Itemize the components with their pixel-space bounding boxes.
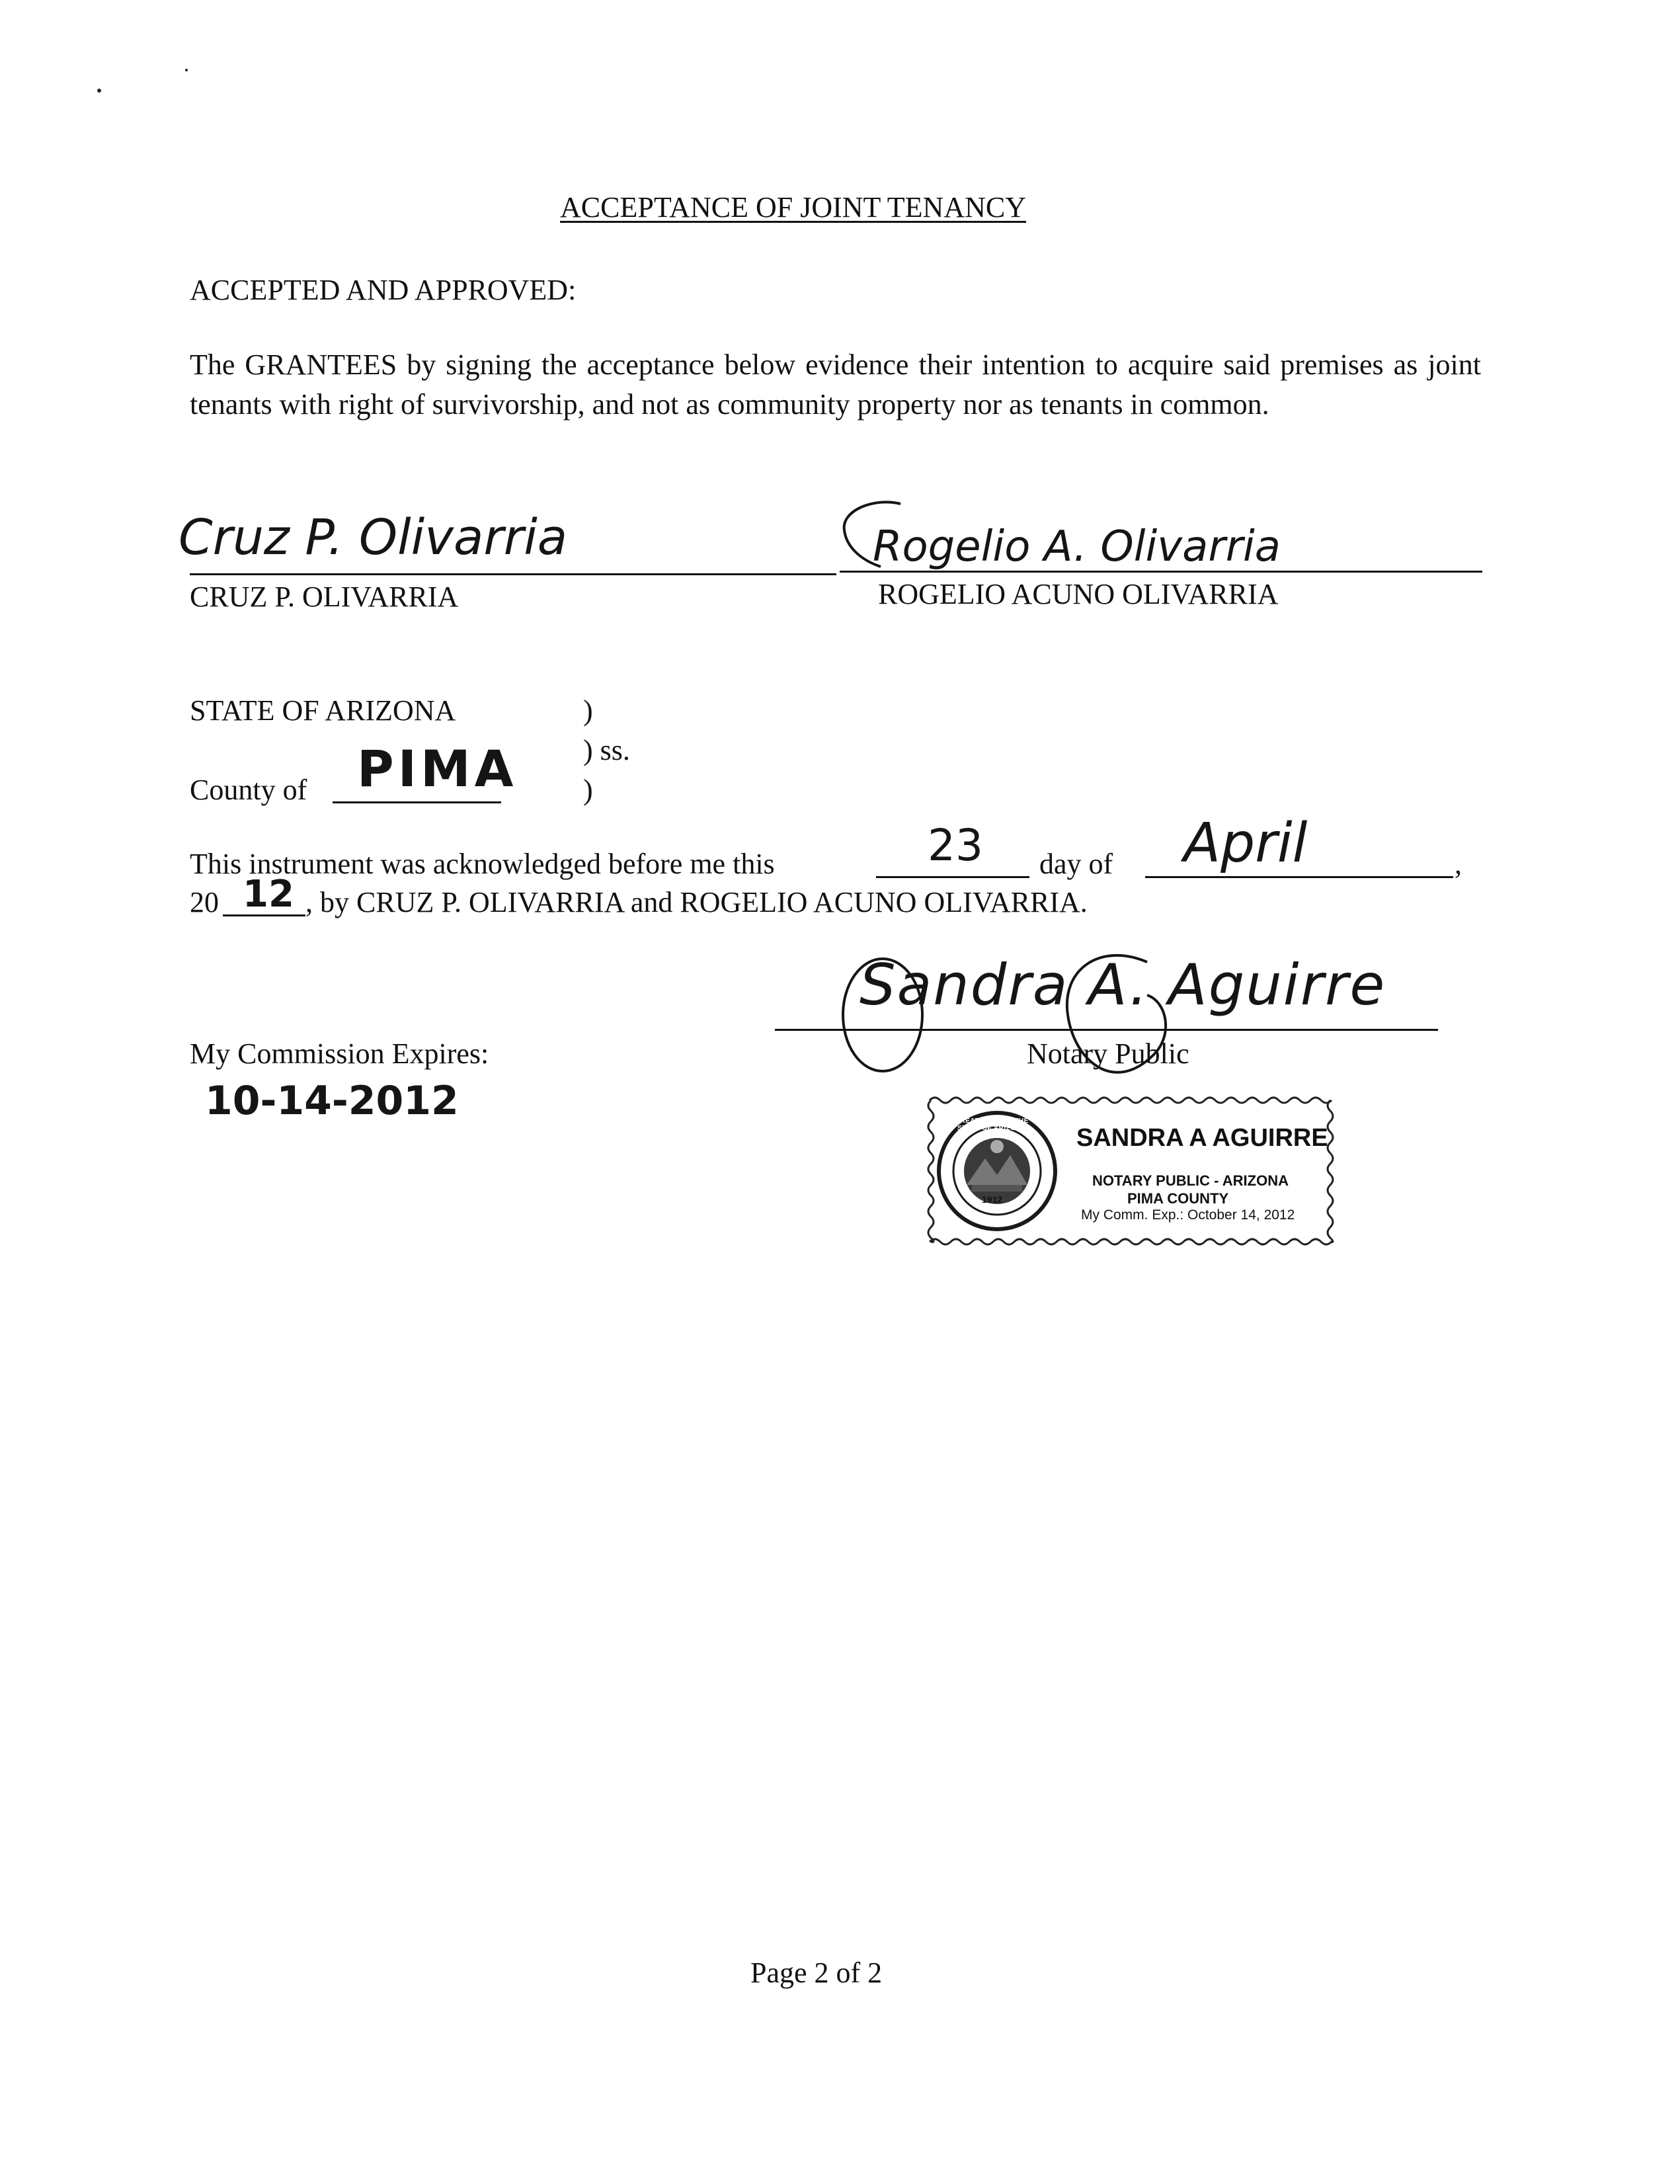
- ack-day-of: day of: [1039, 848, 1113, 880]
- stamp-commission-title: NOTARY PUBLIC - ARIZONA: [1092, 1172, 1289, 1189]
- notary-stamp-border: [926, 1092, 1339, 1250]
- state-label: STATE OF ARIZONA: [190, 694, 456, 727]
- venue-paren-open: ): [583, 694, 593, 727]
- ack-year-line: [223, 914, 305, 916]
- accepted-label: ACCEPTED AND APPROVED:: [190, 274, 577, 306]
- stray-mark: [185, 69, 188, 71]
- ack-day-value: 23: [928, 820, 983, 871]
- commission-label: My Commission Expires:: [190, 1037, 489, 1070]
- county-value: PIMA: [357, 739, 518, 798]
- stamp-expiry: My Comm. Exp.: October 14, 2012: [1081, 1207, 1295, 1223]
- venue-ss: ) ss.: [583, 734, 630, 766]
- ack-day-line: [876, 876, 1029, 878]
- grantee2-name: ROGELIO ACUNO OLIVARRIA: [878, 578, 1279, 610]
- ack-prefix: This instrument was acknowledged before me this: [190, 848, 775, 880]
- commission-value: 10-14-2012: [205, 1078, 459, 1124]
- seal-text: GREAT SEAL OF THE STATE OF ARIZONA: [955, 1117, 1029, 1132]
- notary-signature-line: [775, 1029, 1438, 1031]
- page-number: Page 2 of 2: [750, 1957, 883, 1989]
- notary-public-label: Notary Public: [1027, 1037, 1189, 1070]
- ack-month-line: [1145, 876, 1453, 878]
- ack-month-value: April: [1183, 812, 1308, 875]
- county-line: [333, 801, 501, 803]
- acceptance-paragraph: The GRANTEES by signing the acceptance below evidence their intention to acquire said premises as joint tenants with right of survivorship, and not as community property nor as tenants in common.: [190, 348, 1481, 421]
- grantee1-name: CRUZ P. OLIVARRIA: [190, 581, 459, 613]
- venue-paren-close: ): [583, 774, 593, 806]
- document-title: ACCEPTANCE OF JOINT TENANCY: [560, 191, 1027, 223]
- stamp-county: PIMA COUNTY: [1127, 1190, 1229, 1207]
- grantee2-signature-line: [840, 571, 1482, 573]
- ack-year-value: 12: [243, 873, 294, 916]
- seal-year: 1912: [982, 1194, 1003, 1205]
- ack-year-prefix: 20: [190, 886, 219, 918]
- stray-mark: [97, 89, 101, 93]
- grantee1-signature-line: [190, 573, 836, 575]
- ack-comma: ,: [1455, 848, 1462, 880]
- stamp-notary-name: SANDRA A AGUIRRE: [1076, 1124, 1328, 1152]
- county-label: County of: [190, 774, 307, 806]
- ack-suffix: , by CRUZ P. OLIVARRIA and ROGELIO ACUNO OLIVARRIA.: [305, 886, 1088, 918]
- notary-signature: Sandra A. Aguirre: [860, 952, 1386, 1018]
- grantee1-signature: Cruz P. Olivarria: [179, 509, 568, 566]
- grantee2-signature: Rogelio A. Olivarria: [873, 522, 1281, 571]
